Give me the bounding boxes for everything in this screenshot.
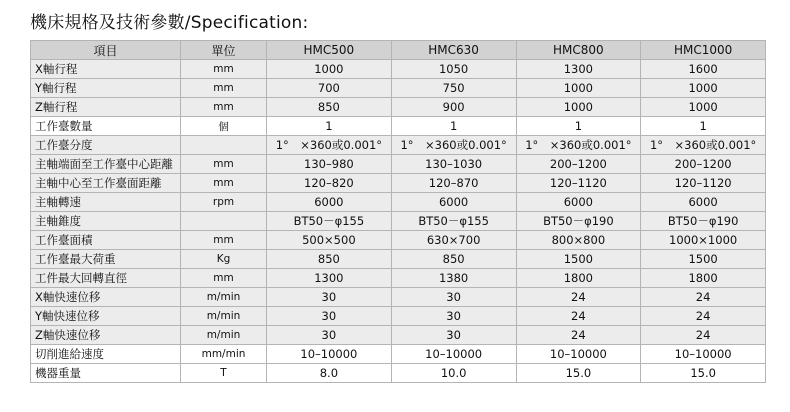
row-value: 120–820 — [267, 174, 392, 193]
header-model-hmc800: HMC800 — [516, 41, 641, 60]
row-value: 1800 — [641, 269, 766, 288]
row-value: 30 — [391, 307, 516, 326]
row-value: 10–10000 — [641, 345, 766, 364]
row-value: 24 — [641, 307, 766, 326]
row-value: 120–1120 — [641, 174, 766, 193]
header-item: 項目 — [31, 41, 181, 60]
row-value: BT50－φ190 — [641, 212, 766, 231]
row-value: 24 — [641, 326, 766, 345]
row-value: 1° ×360或0.001° — [267, 136, 392, 155]
row-value: 15.0 — [516, 364, 641, 383]
row-label: Y軸行程 — [31, 79, 181, 98]
row-value: 200–1200 — [641, 155, 766, 174]
row-value: 15.0 — [641, 364, 766, 383]
row-value: 1800 — [516, 269, 641, 288]
row-value: 800×800 — [516, 231, 641, 250]
table-row — [31, 326, 766, 345]
row-value: 1000×1000 — [641, 231, 766, 250]
header-model-hmc500: HMC500 — [267, 41, 392, 60]
row-unit — [181, 136, 267, 155]
row-label: Z軸行程 — [31, 98, 181, 117]
table-row — [31, 136, 766, 155]
row-value: 30 — [267, 307, 392, 326]
row-value: BT50－φ155 — [391, 212, 516, 231]
row-label: 工作臺最大荷重 — [31, 250, 181, 269]
row-value: 1300 — [516, 60, 641, 79]
table-row — [31, 117, 766, 136]
table-row — [31, 98, 766, 117]
table-row — [31, 345, 766, 364]
row-value: 200–1200 — [516, 155, 641, 174]
specification-table — [30, 40, 766, 383]
row-value: 1050 — [391, 60, 516, 79]
table-body — [31, 60, 766, 383]
row-value: 1° ×360或0.001° — [516, 136, 641, 155]
header-model-hmc1000: HMC1000 — [641, 41, 766, 60]
row-unit: mm — [181, 60, 267, 79]
row-label: Z軸快速位移 — [31, 326, 181, 345]
table-header-row — [31, 41, 766, 60]
row-unit: mm — [181, 98, 267, 117]
row-unit: m/min — [181, 326, 267, 345]
table-row — [31, 231, 766, 250]
header-unit: 單位 — [181, 41, 267, 60]
row-value: 1000 — [516, 98, 641, 117]
row-value: 1 — [267, 117, 392, 136]
row-unit: mm/min — [181, 345, 267, 364]
row-value: BT50－φ190 — [516, 212, 641, 231]
table-row — [31, 193, 766, 212]
row-unit: mm — [181, 79, 267, 98]
table-row — [31, 79, 766, 98]
row-label: 工作臺面積 — [31, 231, 181, 250]
row-label: X軸行程 — [31, 60, 181, 79]
row-value: 10–10000 — [391, 345, 516, 364]
table-row — [31, 212, 766, 231]
row-value: 1 — [391, 117, 516, 136]
header-model-hmc630: HMC630 — [391, 41, 516, 60]
row-value: 10.0 — [391, 364, 516, 383]
table-row — [31, 307, 766, 326]
row-value: 850 — [267, 98, 392, 117]
row-value: 1° ×360或0.001° — [641, 136, 766, 155]
row-value: 130–980 — [267, 155, 392, 174]
row-value: 6000 — [267, 193, 392, 212]
row-unit: 個 — [181, 117, 267, 136]
row-value: 750 — [391, 79, 516, 98]
row-value: 1000 — [641, 98, 766, 117]
table-row — [31, 364, 766, 383]
row-label: 主軸端面至工作臺中心距離 — [31, 155, 181, 174]
row-unit: rpm — [181, 193, 267, 212]
table-row — [31, 269, 766, 288]
row-label: 主軸中心至工作臺面距離 — [31, 174, 181, 193]
row-value: 24 — [516, 326, 641, 345]
table-row — [31, 250, 766, 269]
row-value: 1° ×360或0.001° — [391, 136, 516, 155]
row-value: 700 — [267, 79, 392, 98]
row-value: 1380 — [391, 269, 516, 288]
row-value: 1500 — [516, 250, 641, 269]
row-value: 10–10000 — [516, 345, 641, 364]
table-row — [31, 60, 766, 79]
row-value: 24 — [641, 288, 766, 307]
row-unit: mm — [181, 269, 267, 288]
row-value: BT50－φ155 — [267, 212, 392, 231]
table-row — [31, 174, 766, 193]
row-value: 24 — [516, 288, 641, 307]
row-value: 1000 — [516, 79, 641, 98]
row-unit: mm — [181, 155, 267, 174]
row-value: 1000 — [267, 60, 392, 79]
row-label: 工作臺分度 — [31, 136, 181, 155]
row-value: 120–870 — [391, 174, 516, 193]
row-unit: mm — [181, 231, 267, 250]
row-unit: T — [181, 364, 267, 383]
row-value: 8.0 — [267, 364, 392, 383]
row-value: 6000 — [391, 193, 516, 212]
row-value: 630×700 — [391, 231, 516, 250]
row-value: 30 — [391, 288, 516, 307]
row-label: 主軸轉速 — [31, 193, 181, 212]
table-row — [31, 288, 766, 307]
row-label: 工作臺數量 — [31, 117, 181, 136]
row-unit: m/min — [181, 307, 267, 326]
row-value: 24 — [516, 307, 641, 326]
row-value: 850 — [391, 250, 516, 269]
row-value: 10–10000 — [267, 345, 392, 364]
row-value: 850 — [267, 250, 392, 269]
row-value: 1300 — [267, 269, 392, 288]
row-value: 1000 — [641, 79, 766, 98]
row-value: 6000 — [641, 193, 766, 212]
table-row — [31, 155, 766, 174]
row-value: 6000 — [516, 193, 641, 212]
row-value: 30 — [267, 326, 392, 345]
row-value: 130–1030 — [391, 155, 516, 174]
row-unit: m/min — [181, 288, 267, 307]
row-value: 1 — [641, 117, 766, 136]
row-value: 1600 — [641, 60, 766, 79]
page-title: 機床規格及技術參數/Specification: — [30, 13, 309, 33]
row-value: 900 — [391, 98, 516, 117]
row-unit: Kg — [181, 250, 267, 269]
row-label: 工件最大回轉直徑 — [31, 269, 181, 288]
row-value: 120–1120 — [516, 174, 641, 193]
row-value: 500×500 — [267, 231, 392, 250]
row-label: Y軸快速位移 — [31, 307, 181, 326]
row-unit — [181, 212, 267, 231]
row-value: 1500 — [641, 250, 766, 269]
row-unit: mm — [181, 174, 267, 193]
row-label: 機器重量 — [31, 364, 181, 383]
row-label: 主軸錐度 — [31, 212, 181, 231]
row-value: 30 — [267, 288, 392, 307]
row-label: X軸快速位移 — [31, 288, 181, 307]
row-value: 1 — [516, 117, 641, 136]
row-label: 切削進給速度 — [31, 345, 181, 364]
row-value: 30 — [391, 326, 516, 345]
